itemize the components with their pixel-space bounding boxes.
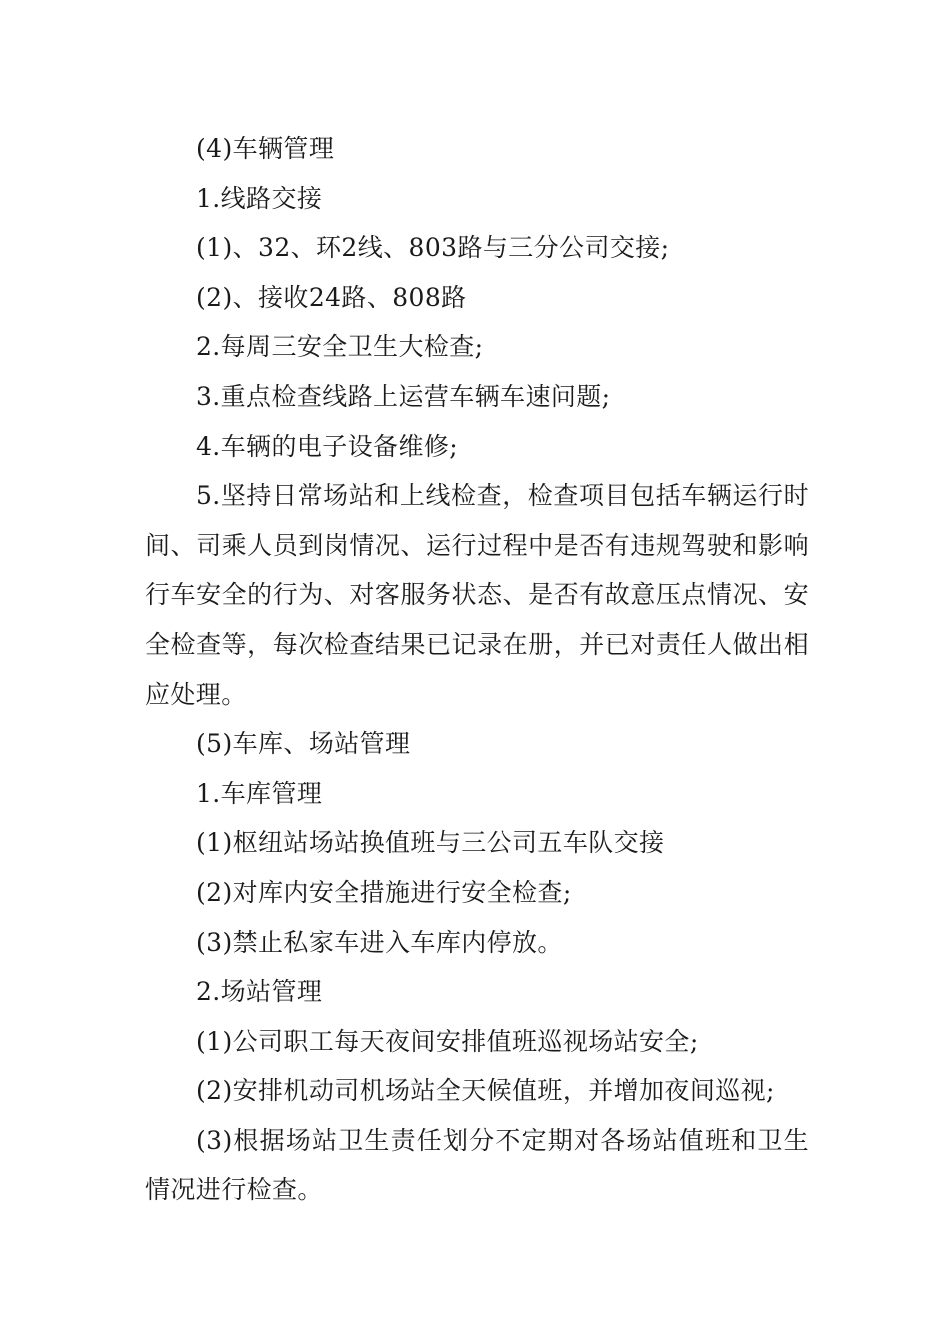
- list-item: (2)安排机动司机场站全天候值班，并增加夜间巡视;: [196, 1076, 775, 1106]
- list-item: 4.车辆的电子设备维修;: [196, 431, 459, 461]
- list-item: (3)禁止私家车进入车库内停放。: [196, 927, 563, 957]
- list-item: (3)根据场站卫生责任划分不定期对各场站值班和卫生情况进行检查。: [145, 1125, 809, 1205]
- list-item: (2)、接收24路、808路: [196, 282, 467, 312]
- list-item: (2)对库内安全措施进行安全检查;: [196, 877, 572, 907]
- subheading-depot-management: 1.车库管理: [196, 778, 323, 808]
- document-body: [145, 124, 809, 1215]
- body-paragraph-inspection: 5.坚持日常场站和上线检查，检查项目包括车辆运行时间、司乘人员到岗情况、运行过程中是否有违规驾驶和影响行车安全的行为、对客服务状态、是否有故意压点情况、安全检查等，每次检查结果已记录在册，并已对责任人做出相应处理。: [145, 481, 809, 709]
- list-item: (1)公司职工每天夜间安排值班巡视场站安全;: [196, 1026, 699, 1056]
- section-heading-depot-station-management: (5)车库、场站管理: [196, 729, 411, 759]
- subheading-route-handover: 1.线路交接: [196, 183, 323, 213]
- section-heading-vehicle-management: (4)车辆管理: [196, 134, 335, 163]
- list-item: (1)枢纽站场站换值班与三公司五车队交接: [196, 828, 665, 858]
- list-item: 3.重点检查线路上运营车辆车速问题;: [196, 381, 611, 411]
- list-item: 2.每周三安全卫生大检查;: [196, 332, 484, 362]
- subheading-station-management: 2.场站管理: [196, 977, 323, 1007]
- list-item: (1)、32、环2线、803路与三分公司交接;: [196, 233, 670, 263]
